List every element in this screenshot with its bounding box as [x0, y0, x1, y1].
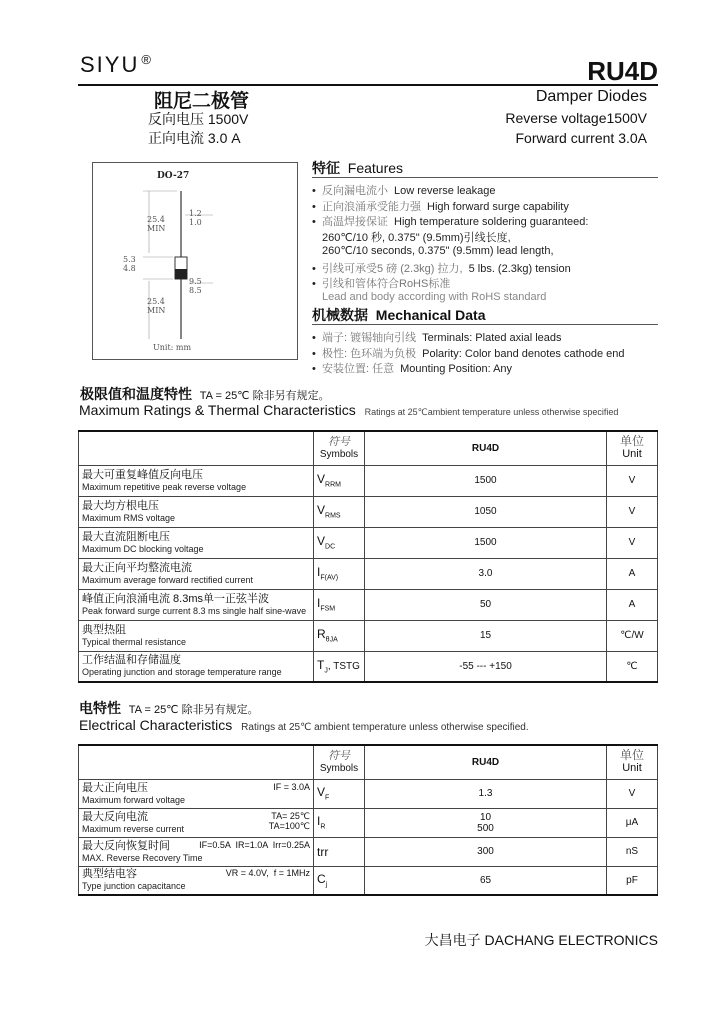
param-en: Maximum average forward rectified current — [82, 574, 254, 585]
param-en: Typical thermal resistance — [82, 636, 187, 647]
value-cell: 1500 — [365, 527, 607, 558]
feature-item — [312, 244, 554, 257]
symbol-cell — [314, 496, 365, 527]
max-ratings-heading-en: Maximum Ratings & Thermal Characteristics Ratings at 25℃ambient temperature unless otherwise specified — [79, 402, 619, 418]
bullet-icon: • — [312, 185, 316, 197]
mechanical-cn: 极性: 色环端为负极 — [322, 347, 417, 360]
value-cell: 1050 — [365, 496, 607, 527]
unit-cell: nS — [607, 837, 658, 866]
symbol-cell — [314, 779, 365, 808]
param-cell — [79, 837, 314, 866]
feature-item — [312, 229, 511, 245]
cn-current: 正向电流 3.0 A — [148, 130, 241, 146]
feature-en: 260℃/10 秒, 0.375" (9.5mm)引线长度, — [322, 231, 511, 244]
param-cell — [79, 589, 314, 620]
param-en: Type junction capacitance — [82, 881, 186, 892]
feature-item — [312, 213, 588, 229]
condition: VR = 4.0V, f = 1MHz — [225, 868, 310, 879]
bullet-icon: • — [312, 347, 316, 360]
unit-cell: A — [607, 558, 658, 589]
table-row — [79, 651, 658, 682]
unit-cell: ℃ — [607, 651, 658, 682]
header-unit — [607, 745, 658, 779]
mechanical-item — [312, 345, 625, 361]
symbol-cell — [314, 866, 365, 895]
param-cn: 最大正向平均整流电流 — [82, 561, 192, 574]
unit-cell: μA — [607, 808, 658, 837]
electrical-heading-cn: 电特性 TA = 25℃ 除非另有规定。 — [79, 700, 259, 716]
table-row — [79, 808, 658, 837]
header-unit-en: Unit — [622, 448, 642, 461]
package-name: DO-27 — [157, 171, 190, 181]
feature-en: 260℃/10 seconds, 0.375" (9.5mm) lead length, — [322, 245, 554, 257]
symbol-cell — [314, 527, 365, 558]
value-cell: 1.3 — [365, 779, 607, 808]
param-cell — [79, 527, 314, 558]
param-cn: 最大反向电流 — [82, 810, 148, 823]
param-cn: 最大正向电压 — [82, 781, 148, 794]
table-row — [79, 465, 658, 496]
feature-item — [312, 198, 569, 214]
symbol-suffix: , TSTG — [327, 661, 360, 673]
header-part: RU4D — [365, 745, 607, 779]
value-cell: 65 — [365, 866, 607, 895]
header-symbols-en: Symbols — [319, 449, 359, 461]
param-en: Maximum repetitive peak reverse voltage — [82, 481, 247, 492]
symbol-letter: I — [317, 565, 321, 580]
header-unit — [607, 431, 658, 465]
feature-cn: 高温焊接保证 — [322, 216, 388, 228]
features-heading: 特征 Features — [312, 160, 404, 176]
value-cell: 10 500 — [365, 808, 607, 837]
mechanical-item — [312, 360, 512, 376]
table-row — [79, 589, 658, 620]
header-unit-cn: 单位 — [619, 748, 644, 763]
param-cell — [79, 779, 314, 808]
table-row — [79, 527, 658, 558]
condition: IF = 3.0A — [273, 781, 310, 792]
header-unit-en: Unit — [622, 762, 642, 775]
symbol-cell — [314, 808, 365, 837]
param-cell — [79, 866, 314, 895]
param-cell — [79, 808, 314, 837]
param-cn: 工作结温和存储温度 — [82, 654, 181, 667]
header-blank — [79, 431, 314, 465]
cn-title: 阻尼二极管 — [154, 91, 250, 112]
param-cell — [79, 465, 314, 496]
symbol-subscript: DC — [325, 543, 336, 551]
bullet-icon: • — [312, 200, 316, 213]
brand-name: SIYU — [80, 52, 140, 77]
table-row — [79, 558, 658, 589]
footer-company: 大昌电子 DACHANG ELECTRONICS — [424, 932, 658, 948]
param-cn: 最大反向恢复时间 — [82, 839, 170, 852]
max-ratings-table — [78, 430, 658, 683]
dim-lead-length-2: 25.4 MIN — [147, 297, 166, 315]
table-header-row — [79, 431, 658, 465]
param-en: Maximum forward voltage — [82, 794, 186, 805]
condition: IF=0.5A IR=1.0A Irr=0.25A — [199, 839, 310, 850]
part-number: RU4D — [587, 56, 658, 86]
symbol-letter: V — [317, 534, 326, 549]
param-cn: 典型结电容 — [82, 868, 137, 881]
bullet-icon: • — [312, 363, 316, 375]
unit-note: Unit: mm — [153, 343, 192, 352]
mechanical-heading: 机械数据 Mechanical Data — [312, 307, 486, 323]
feature-item — [312, 291, 546, 303]
value-cell: 1500 — [365, 465, 607, 496]
symbol-subscript: F(AV) — [320, 574, 339, 582]
header-blank — [79, 745, 314, 779]
symbol-subscript: θJA — [325, 636, 338, 644]
symbol-letter: V — [317, 472, 326, 487]
unit-cell: V — [607, 527, 658, 558]
max-ratings-heading-cn: 极限值和温度特性 TA = 25℃ 除非另有规定。 — [80, 386, 330, 402]
param-cell — [79, 558, 314, 589]
param-cn: 最大均方根电压 — [82, 499, 159, 512]
bullet-icon: • — [312, 332, 316, 344]
symbol-cell — [314, 837, 365, 866]
mechanical-en: Polarity: Color band denotes cathode end — [422, 347, 625, 360]
header-symbols-cn: 符号 — [328, 435, 350, 449]
electrical-table — [78, 744, 658, 896]
value-cell: 50 — [365, 589, 607, 620]
bullet-icon: • — [312, 262, 316, 275]
symbol-subscript: FSM — [320, 605, 336, 613]
header-symbols — [314, 745, 365, 779]
header-unit-cn: 单位 — [619, 434, 644, 449]
mechanical-en: Terminals: Plated axial leads — [422, 332, 562, 344]
registered-mark: ® — [141, 52, 153, 67]
symbol-subscript: R — [320, 823, 326, 831]
feature-en: High temperature soldering guaranteed: — [394, 216, 589, 228]
feature-item — [312, 275, 456, 291]
mechanical-item — [312, 329, 562, 345]
mechanical-cn: 安装位置: 任意 — [322, 363, 395, 375]
table-row — [79, 496, 658, 527]
feature-cn: 反向漏电流小 — [322, 185, 388, 197]
header-part: RU4D — [365, 431, 607, 465]
dim-body-diameter: 5.3 4.8 — [123, 255, 136, 273]
mechanical-cn: 端子: 镀锡轴向引线 — [322, 332, 417, 344]
symbol-letter: trr — [317, 844, 329, 859]
symbol-cell — [314, 465, 365, 496]
table-row — [79, 837, 658, 866]
value-cell: -55 --- +150 — [365, 651, 607, 682]
param-cn: 峰值正向浪涌电流 8.3ms单一正弦半波 — [82, 592, 270, 605]
en-voltage: Reverse voltage1500V — [505, 110, 647, 126]
table-header-row — [79, 745, 658, 779]
symbol-letter: V — [317, 785, 326, 800]
value-cell: 300 — [365, 837, 607, 866]
symbol-subscript: RMS — [325, 512, 341, 520]
dim-lead-length: 25.4 MIN — [147, 215, 166, 233]
param-cell — [79, 496, 314, 527]
feature-item — [312, 182, 496, 198]
condition: TA= 25℃ TA=100℃ — [268, 810, 310, 831]
unit-cell: V — [607, 779, 658, 808]
unit-cell: ℃/W — [607, 620, 658, 651]
brand-logo — [80, 52, 153, 78]
dim-lead-diameter: 1.2 1.0 — [189, 209, 202, 227]
cn-voltage: 反向电压 1500V — [148, 111, 249, 127]
dim-body-length: 9.5 8.5 — [189, 277, 202, 295]
param-cn: 最大可重复峰值反向电压 — [82, 468, 203, 481]
symbol-letter: V — [317, 503, 326, 518]
param-en: Maximum RMS voltage — [82, 512, 176, 523]
header-symbols-en: Symbols — [319, 763, 359, 775]
symbol-cell — [314, 589, 365, 620]
param-en: Operating junction and storage temperature range — [82, 667, 282, 678]
symbol-subscript: RRM — [325, 481, 341, 489]
symbol-letter: C — [317, 872, 326, 887]
symbol-letter: R — [317, 627, 326, 642]
symbol-cell — [314, 558, 365, 589]
param-cell — [79, 620, 314, 651]
features-rule — [312, 177, 658, 178]
param-cn: 典型热阻 — [82, 623, 126, 636]
header-symbols-cn: 符号 — [328, 749, 350, 763]
unit-cell: V — [607, 465, 658, 496]
electrical-heading-en: Electrical Characteristics Ratings at 25℃ ambient temperature unless otherwise specified. — [79, 717, 529, 733]
param-cn: 最大直流阻断电压 — [82, 530, 170, 543]
bullet-icon: • — [312, 278, 316, 290]
symbol-cell — [314, 620, 365, 651]
mechanical-rule — [312, 324, 658, 325]
bullet-icon: • — [312, 216, 316, 228]
header-symbols — [314, 431, 365, 465]
table-row — [79, 779, 658, 808]
symbol-letter: I — [317, 596, 321, 611]
symbol-cell — [314, 651, 365, 682]
value-cell: 3.0 — [365, 558, 607, 589]
mechanical-en: Mounting Position: Any — [400, 363, 513, 375]
param-en: Maximum reverse current — [82, 823, 185, 834]
symbol-letter: I — [317, 814, 321, 829]
table-row — [79, 620, 658, 651]
unit-cell: V — [607, 496, 658, 527]
en-title: Damper Diodes — [535, 88, 647, 105]
feature-en: 5 lbs. (2.3kg) tension — [468, 262, 571, 275]
en-current: Forward current 3.0A — [515, 130, 647, 146]
param-en: Peak forward surge current 8.3 ms single half sine-wave — [82, 605, 307, 616]
param-en: Maximum DC blocking voltage — [82, 543, 204, 554]
unit-cell: pF — [607, 866, 658, 895]
feature-cn: 正向浪涌承受能力强 — [322, 200, 421, 213]
package-drawing — [92, 162, 298, 360]
feature-cn: 引线可承受5 磅 (2.3kg) 拉力, — [322, 262, 463, 275]
symbol-letter: T — [317, 658, 325, 673]
param-cell — [79, 651, 314, 682]
param-en: MAX. Reverse Recovery Time — [82, 852, 203, 863]
feature-cn: 引线和管体符合RoHS标准 — [322, 278, 451, 290]
symbol-subscript: J — [324, 667, 328, 675]
feature-en: Lead and body according with RoHS standard — [322, 290, 547, 303]
symbol-subscript: j — [325, 881, 328, 889]
feature-en: High forward surge capability — [427, 200, 569, 213]
symbol-subscript: F — [325, 794, 330, 802]
value-cell: 15 — [365, 620, 607, 651]
unit-cell: A — [607, 589, 658, 620]
feature-en: Low reverse leakage — [394, 185, 496, 197]
feature-item — [312, 260, 571, 276]
table-row — [79, 866, 658, 895]
